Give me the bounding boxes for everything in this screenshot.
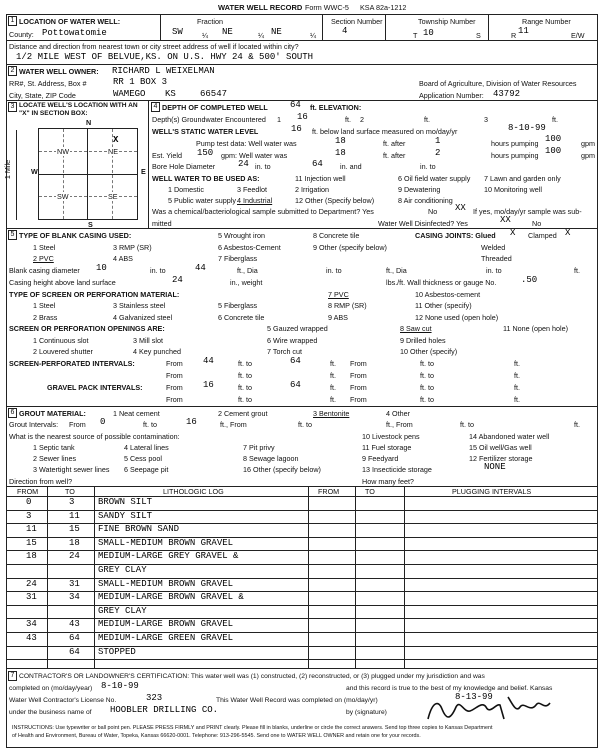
screen-option[interactable]: 8 RMP (SR) bbox=[328, 301, 367, 310]
gw3-index: 3 bbox=[484, 115, 488, 124]
casing-option[interactable]: 1 Steel bbox=[33, 243, 56, 252]
contam-option[interactable]: 8 Sewage lagoon bbox=[243, 454, 299, 463]
log-desc: STOPPED bbox=[98, 646, 136, 657]
screen-option[interactable]: 2 Brass bbox=[33, 313, 58, 322]
log-to: 18 bbox=[69, 537, 80, 548]
ft-unit: ft. bbox=[514, 359, 520, 368]
grout-intervals-label: Grout Intervals: bbox=[9, 420, 59, 429]
ft-from-label: ft., From bbox=[386, 420, 413, 429]
gpm-unit: gpm bbox=[581, 139, 595, 148]
gravel-from-value: 16 bbox=[203, 380, 214, 390]
from-label: From bbox=[166, 395, 183, 404]
ft-unit: ft. bbox=[330, 383, 336, 392]
ft-unit: ft. bbox=[514, 371, 520, 380]
mitted-label: mitted bbox=[152, 219, 172, 228]
use-option[interactable]: 3 Feedlot bbox=[237, 185, 267, 194]
opening-option[interactable]: 3 Mill slot bbox=[133, 336, 163, 345]
opening-option[interactable]: 9 Drilled holes bbox=[400, 336, 446, 345]
static-level-tail: ft. below land surface measured on mo/day/yr bbox=[312, 127, 458, 136]
ne-label: NE bbox=[108, 147, 118, 156]
gravel-pack-label: GRAVEL PACK INTERVALS: bbox=[47, 383, 143, 392]
welded-label: Welded bbox=[481, 243, 506, 252]
section-number-3: 3 bbox=[8, 102, 17, 112]
opening-option-selected[interactable]: 8 Saw cut bbox=[400, 324, 432, 333]
owner-label: WATER WELL OWNER: bbox=[19, 67, 99, 76]
in-to-label: in. to bbox=[326, 266, 342, 275]
ft-to-label: ft. to bbox=[238, 395, 252, 404]
signature bbox=[420, 693, 560, 723]
after-label: ft. after bbox=[383, 151, 406, 160]
log-to: 64 bbox=[69, 646, 80, 657]
groundwater-label: Depth(s) Groundwater Encountered bbox=[152, 115, 266, 124]
contam-option[interactable]: 9 Feedyard bbox=[362, 454, 399, 463]
ft-unit: ft. bbox=[330, 359, 336, 368]
fraction-2: NE bbox=[222, 27, 233, 37]
ft-unit: ft. bbox=[424, 115, 430, 124]
weight-label: in., weight bbox=[230, 278, 263, 287]
use-option[interactable]: 7 Lawn and garden only bbox=[484, 174, 561, 183]
distance-label: Distance and direction from nearest town or city street address of well if located within city? bbox=[9, 42, 299, 51]
from-label: From bbox=[166, 359, 183, 368]
west-label: W bbox=[31, 167, 38, 176]
log-desc: SANDY SILT bbox=[98, 510, 153, 521]
certification-line-2a: completed on (mo/day/year) bbox=[9, 685, 93, 692]
casing-height-value: 24 bbox=[172, 275, 183, 285]
how-many-feet-label: How many feet? bbox=[362, 477, 414, 486]
in-to-label: in. to bbox=[255, 162, 271, 171]
casing-option[interactable]: 4 ABS bbox=[113, 254, 133, 263]
use-option[interactable]: 8 Air conditioning bbox=[398, 196, 453, 205]
log-from: 43 bbox=[26, 633, 37, 643]
use-option[interactable]: 2 Irrigation bbox=[295, 185, 329, 194]
opening-option[interactable]: 11 None (open hole) bbox=[503, 324, 568, 333]
pump-well-water: 18 bbox=[335, 136, 346, 146]
log-desc: MEDIUM-LARGE BROWN GRAVEL & bbox=[98, 592, 244, 603]
casing-option[interactable]: 8 Concrete tile bbox=[313, 231, 360, 240]
grout-to-value: 16 bbox=[186, 417, 197, 427]
col-to: TO bbox=[65, 487, 75, 496]
gravel-to-value: 64 bbox=[290, 380, 301, 390]
certification-line-1: CONTRACTOR'S OR LANDOWNER'S CERTIFICATION: This water well was (1) constructed, (2) reconstructed, or (3) plugged under my jurisdiction and was bbox=[19, 673, 485, 680]
ft-unit: ft. bbox=[330, 395, 336, 404]
log-to: 24 bbox=[69, 551, 80, 562]
county-value: Pottowatomie bbox=[42, 28, 107, 38]
log-from: 31 bbox=[26, 592, 37, 603]
record-date: 8-13-99 bbox=[455, 692, 493, 702]
use-label: WELL WATER TO BE USED AS: bbox=[152, 174, 260, 183]
wall-thickness-label: lbs./ft. Wall thickness or gauge No. bbox=[386, 278, 497, 287]
form-title: WATER WELL RECORD bbox=[218, 3, 303, 12]
log-desc: FINE BROWN SAND bbox=[98, 524, 180, 535]
ft-unit: ft. bbox=[330, 371, 336, 380]
ft-to-label: ft. to bbox=[420, 383, 434, 392]
ft-to-label: ft. to bbox=[420, 395, 434, 404]
ft-to-label: ft. to bbox=[460, 420, 474, 429]
record-completed-label: This Water Well Record was completed on (mo/day/yr) bbox=[216, 697, 378, 704]
casing-option[interactable]: 9 Other (specify below) bbox=[313, 243, 387, 252]
ft-to-label: ft. to bbox=[298, 420, 312, 429]
casing-option-selected[interactable]: 2 PVC bbox=[33, 254, 54, 263]
gw1-index: 1 bbox=[277, 115, 281, 124]
signature-label: by (signature) bbox=[346, 709, 387, 716]
ft-unit: ft. bbox=[514, 395, 520, 404]
yield-hours: 2 bbox=[435, 148, 441, 158]
screen-option[interactable]: 5 Fiberglass bbox=[218, 301, 258, 310]
after-label: ft. after bbox=[383, 139, 406, 148]
screen-option[interactable]: 4 Galvanized steel bbox=[113, 313, 173, 322]
casing-joints-label: CASING JOINTS: Glued bbox=[415, 231, 496, 240]
section-grid[interactable] bbox=[38, 128, 138, 220]
pump-test-label: Pump test data: Well water was bbox=[196, 139, 297, 148]
fraction-1: SW bbox=[172, 27, 183, 37]
direction-label: Direction from well? bbox=[9, 477, 73, 486]
north-label: N bbox=[86, 118, 92, 127]
log-desc: MEDIUM-LARGE BROWN GRAVEL bbox=[98, 619, 234, 630]
groundwater-1: 16 bbox=[297, 112, 308, 122]
log-desc: BROWN SILT bbox=[98, 497, 153, 507]
diameter-value: 10 bbox=[96, 263, 107, 273]
se-label: SE bbox=[108, 192, 118, 201]
hours-pumping-label: hours pumping bbox=[491, 139, 539, 148]
ft-unit: ft. bbox=[345, 115, 351, 124]
log-from: 18 bbox=[26, 551, 37, 562]
from-label: From bbox=[350, 371, 367, 380]
ft-to-label: ft. to bbox=[238, 371, 252, 380]
bore-label: Bore Hole Diameter bbox=[152, 162, 216, 171]
clamped-label: Clamped bbox=[528, 231, 557, 240]
and-label: in. and bbox=[340, 162, 362, 171]
log-from: 0 bbox=[26, 497, 32, 507]
opening-option[interactable]: 5 Gauzed wrapped bbox=[267, 324, 328, 333]
contam-option[interactable]: 15 Oil well/Gas well bbox=[469, 443, 532, 452]
log-to: 11 bbox=[69, 510, 80, 521]
location-label: LOCATION OF WATER WELL: bbox=[19, 17, 121, 26]
pump-hours: 1 bbox=[435, 136, 441, 146]
casing-option[interactable]: 3 RMP (SR) bbox=[113, 243, 152, 252]
gauge-value: .50 bbox=[521, 275, 538, 285]
contam-option[interactable]: 12 Fertilizer storage bbox=[469, 454, 533, 463]
contam-option[interactable]: 3 Watertight sewer lines bbox=[33, 465, 110, 474]
log-from: 15 bbox=[26, 537, 37, 548]
section-number-1: 1 bbox=[8, 16, 17, 26]
city-value: WAMEGO bbox=[113, 89, 146, 99]
screen-option[interactable]: 3 Stainless steel bbox=[113, 301, 166, 310]
contam-option[interactable]: 6 Seepage pit bbox=[124, 465, 169, 474]
range-label: Range Number bbox=[522, 17, 571, 26]
ft-to-label: ft. to bbox=[238, 359, 252, 368]
casing-option[interactable]: 7 Fiberglass bbox=[218, 254, 258, 263]
log-desc: MEDIUM-LARGE GREY GRAVEL & bbox=[98, 551, 239, 562]
grout-label: GROUT MATERIAL: bbox=[19, 409, 86, 418]
use-option[interactable]: 9 Dewatering bbox=[398, 185, 441, 194]
address-label: RR#, St. Address, Box # bbox=[9, 79, 87, 88]
log-to: 64 bbox=[69, 633, 80, 643]
chem-sample-label: Was a chemical/bacteriological sample submitted to Department? Yes bbox=[152, 207, 374, 216]
glued-mark: X bbox=[510, 228, 516, 238]
section-number-2: 2 bbox=[8, 66, 17, 76]
quarter-mark: ¼ bbox=[202, 31, 208, 40]
county-label: County: bbox=[9, 30, 34, 39]
ft-to-label: ft. to bbox=[143, 420, 157, 429]
ft-from-label: ft., From bbox=[220, 420, 247, 429]
yield-label: Est. Yield bbox=[152, 151, 182, 160]
col-to-2: TO bbox=[365, 487, 375, 496]
from-label: From bbox=[166, 371, 183, 380]
use-option[interactable]: 10 Monitoring well bbox=[484, 185, 542, 194]
opening-option[interactable]: 7 Torch cut bbox=[267, 347, 303, 356]
col-plugging: PLUGGING INTERVALS bbox=[452, 487, 532, 496]
application-value: 43792 bbox=[493, 89, 521, 99]
section-number-7: 7 bbox=[8, 671, 17, 681]
static-level-label: WELL'S STATIC WATER LEVEL bbox=[152, 127, 259, 136]
contam-option[interactable]: 11 Fuel storage bbox=[362, 443, 412, 452]
yield-well-water: 18 bbox=[335, 148, 346, 158]
screen-option[interactable]: 12 None used (open hole) bbox=[415, 313, 499, 322]
license-value: 323 bbox=[146, 693, 163, 703]
elevation-label: ft. ELEVATION: bbox=[310, 103, 362, 112]
ft-unit: ft. bbox=[574, 420, 580, 429]
yield-gpm: 100 bbox=[545, 146, 562, 156]
ft-unit: ft. bbox=[514, 383, 520, 392]
owner-value: RICHARD L WEIXELMAN bbox=[112, 66, 215, 76]
grout-option-selected[interactable]: 3 Bentonite bbox=[313, 409, 350, 418]
log-from: 3 bbox=[26, 510, 32, 521]
clamped-mark: X bbox=[565, 228, 571, 238]
city-label: City, State, ZIP Code bbox=[9, 91, 76, 100]
use-option[interactable]: 12 Other (Specify below) bbox=[295, 196, 375, 205]
township-label: Township Number bbox=[418, 17, 476, 26]
screen-option[interactable]: 9 ABS bbox=[328, 313, 348, 322]
use-option[interactable]: 5 Public water supply bbox=[168, 196, 236, 205]
opening-option[interactable]: 2 Louvered shutter bbox=[33, 347, 93, 356]
ft-dia-label: ft., Dia bbox=[386, 266, 407, 275]
log-to: 31 bbox=[69, 578, 80, 589]
contam-option[interactable]: 13 Insecticide storage bbox=[362, 465, 432, 474]
section-number-5: 5 bbox=[8, 230, 17, 240]
log-desc: MEDIUM-LARGE GREEN GRAVEL bbox=[98, 633, 234, 643]
openings-label: SCREEN OR PERFORATION OPENINGS ARE: bbox=[9, 324, 165, 333]
license-label: Water Well Contractor's License No. bbox=[9, 697, 117, 704]
disinfect-yes-mark: XX bbox=[500, 215, 511, 225]
contam-option[interactable]: 1 Septic tank bbox=[33, 443, 75, 452]
screen-material-label: TYPE OF SCREEN OR PERFORATION MATERIAL: bbox=[9, 290, 180, 299]
fraction-label: Fraction bbox=[197, 17, 223, 26]
depth-value: 64 bbox=[290, 100, 301, 110]
certification-line-2b: and this record is true to the best of my knowledge and belief. Kansas bbox=[346, 685, 553, 692]
ft-to-label: ft. to bbox=[238, 383, 252, 392]
threaded-label: Threaded bbox=[481, 254, 512, 263]
log-to: 43 bbox=[69, 619, 80, 630]
col-lithologic-log: LITHOLOGIC LOG bbox=[163, 487, 224, 496]
yield-value: 150 bbox=[197, 148, 214, 158]
col-from: FROM bbox=[17, 487, 39, 496]
address-value: RR 1 BOX 3 bbox=[113, 77, 168, 87]
zip-value: 66547 bbox=[200, 89, 228, 99]
instructions-line-2: of Health and Environment, Bureau of Water, Topeka, Kansas 66620-0001. Telephone: 913-296-5545. Send one to WATER WELL OWNER and retain one for your records. bbox=[12, 733, 421, 739]
ft-dia-label: ft., Dia bbox=[237, 266, 258, 275]
screen-option[interactable]: 10 Asbestos-cement bbox=[415, 290, 481, 299]
business-label: under the business name of bbox=[9, 709, 92, 716]
from-label: From bbox=[350, 359, 367, 368]
contam-option[interactable]: 4 Lateral lines bbox=[124, 443, 169, 452]
log-from: 11 bbox=[26, 524, 37, 535]
township-value: 10 bbox=[423, 28, 434, 38]
contam-option[interactable]: 2 Sewer lines bbox=[33, 454, 77, 463]
log-desc: GREY CLAY bbox=[98, 605, 147, 616]
pump-gpm: 100 bbox=[545, 134, 562, 144]
grout-option[interactable]: 4 Other bbox=[386, 409, 410, 418]
fraction-3: NE bbox=[271, 27, 282, 37]
log-desc: GREY CLAY bbox=[98, 565, 147, 575]
use-option[interactable]: 6 Oil field water supply bbox=[398, 174, 471, 183]
log-to: 15 bbox=[69, 524, 80, 535]
contamination-label: What is the nearest source of possible contamination: bbox=[9, 432, 180, 441]
casing-option[interactable]: 6 Asbestos-Cement bbox=[218, 243, 281, 252]
col-from-2: FROM bbox=[318, 487, 340, 496]
log-from: 34 bbox=[26, 619, 37, 630]
opening-option[interactable]: 4 Key punched bbox=[133, 347, 181, 356]
log-desc: SMALL-MEDIUM BROWN GRAVEL bbox=[98, 578, 234, 589]
township-suffix: S bbox=[476, 31, 481, 40]
contam-option[interactable]: 16 Other (specify below) bbox=[243, 465, 321, 474]
bore-value: 24 bbox=[238, 159, 249, 169]
casing-option[interactable]: 5 Wrought iron bbox=[218, 231, 266, 240]
screen-option[interactable]: 1 Steel bbox=[33, 301, 56, 310]
contam-option[interactable]: 7 Pit privy bbox=[243, 443, 275, 452]
ksa-number: KSA 82a-1212 bbox=[360, 3, 407, 12]
yield-tail: gpm: Well water was bbox=[221, 151, 288, 160]
screen-intervals-label: SCREEN-PERFORATED INTERVALS: bbox=[9, 359, 135, 368]
contam-option[interactable]: 5 Cess pool bbox=[124, 454, 162, 463]
ft-unit: ft. bbox=[552, 115, 558, 124]
range-suffix: E/W bbox=[571, 31, 585, 40]
range-value: 11 bbox=[518, 26, 529, 36]
log-to: 3 bbox=[69, 497, 75, 507]
grout-option[interactable]: 2 Cement grout bbox=[218, 409, 268, 418]
section-number-4: 4 bbox=[151, 102, 160, 112]
screen-option-selected[interactable]: 7 PVC bbox=[328, 290, 349, 299]
contam-option[interactable]: 10 Livestock pens bbox=[362, 432, 420, 441]
use-option-selected[interactable]: 4 Industrial bbox=[237, 196, 273, 205]
from-label: From bbox=[350, 383, 367, 392]
form-number: Form WWC-5 bbox=[305, 3, 349, 12]
state-value: KS bbox=[165, 89, 176, 99]
from-label: From bbox=[69, 420, 86, 429]
distance-value: 1/2 MILE WEST OF BELVUE,KS. ON U.S. HWY 24 & 500' SOUTH bbox=[16, 52, 314, 62]
instructions-line-1: INSTRUCTIONS: Use typewriter or ball point pen. PLEASE PRESS FIRMLY and PRINT clearly. Please fill in blanks, underline or circle the correct answers. Send top three copies to Kansas Department bbox=[12, 725, 493, 731]
hours-pumping-label: hours pumping bbox=[491, 151, 539, 160]
screen-option[interactable]: 11 Other (specify) bbox=[415, 301, 472, 310]
quarter-mark: ¼ bbox=[310, 31, 316, 40]
depth-label: DEPTH OF COMPLETED WELL bbox=[162, 103, 268, 112]
log-from: 24 bbox=[26, 578, 37, 589]
grout-option[interactable]: 1 Neat cement bbox=[113, 409, 160, 418]
disinfect-label: Water Well Disinfected? Yes bbox=[378, 219, 468, 228]
in-to-label: in. to bbox=[420, 162, 436, 171]
south-label: S bbox=[88, 220, 93, 229]
casing-height-label: Casing height above land surface bbox=[9, 278, 116, 287]
grout-from-value: 0 bbox=[100, 417, 106, 427]
casing-label: TYPE OF BLANK CASING USED: bbox=[19, 231, 132, 240]
completed-date: 8-10-99 bbox=[101, 681, 139, 691]
well-location-mark: X bbox=[113, 135, 119, 145]
gw2-index: 2 bbox=[360, 115, 364, 124]
board-label: Board of Agriculture, Division of Water Resources bbox=[419, 79, 577, 88]
opening-option[interactable]: 6 Wire wrapped bbox=[267, 336, 318, 345]
disinfect-no-label: No bbox=[532, 219, 542, 228]
bore-to-value: 64 bbox=[312, 159, 323, 169]
in-to-label: in. to bbox=[486, 266, 502, 275]
section-number-label: Section Number bbox=[331, 17, 383, 26]
diameter-to-value: 44 bbox=[195, 263, 206, 273]
from-label: From bbox=[350, 395, 367, 404]
section-number-6: 6 bbox=[8, 408, 17, 418]
log-desc: SMALL-MEDIUM BROWN GRAVEL bbox=[98, 537, 234, 548]
in-to-label: in. to bbox=[150, 266, 166, 275]
static-date: 8-10-99 bbox=[508, 123, 546, 133]
screen-to-value: 64 bbox=[290, 356, 301, 366]
range-prefix: R bbox=[511, 31, 517, 40]
township-prefix: T bbox=[413, 31, 418, 40]
ft-unit: ft. bbox=[574, 266, 580, 275]
screen-from-value: 44 bbox=[203, 356, 214, 366]
chem-tail: If yes, mo/day/yr sample was sub- bbox=[473, 207, 582, 216]
contam-other-value: NONE bbox=[484, 462, 506, 472]
log-to: 34 bbox=[69, 592, 80, 603]
quarter-mark: ¼ bbox=[258, 31, 264, 40]
sw-label: SW bbox=[57, 192, 69, 201]
ft-to-label: ft. to bbox=[420, 371, 434, 380]
use-option[interactable]: 1 Domestic bbox=[168, 185, 204, 194]
application-label: Application Number: bbox=[419, 91, 484, 100]
nw-label: NW bbox=[57, 147, 69, 156]
from-label: From bbox=[166, 383, 183, 392]
locate-label: LOCATE WELL'S LOCATION WITH AN "X" IN SECTION BOX: bbox=[19, 102, 138, 117]
opening-option[interactable]: 1 Continuous slot bbox=[33, 336, 89, 345]
chem-no-mark: XX bbox=[455, 203, 466, 213]
contam-option[interactable]: 14 Abandoned water well bbox=[469, 432, 550, 441]
mile-label: 1 Mile bbox=[3, 159, 13, 180]
gpm-unit: gpm bbox=[581, 151, 595, 160]
use-option[interactable]: 11 Injection well bbox=[295, 174, 346, 183]
ft-to-label: ft. to bbox=[420, 359, 434, 368]
diameter-label: Blank casing diameter bbox=[9, 266, 80, 275]
static-level-value: 16 bbox=[291, 124, 302, 134]
log-rows bbox=[6, 496, 597, 668]
chem-no-label: No bbox=[428, 207, 438, 216]
screen-option[interactable]: 6 Concrete tile bbox=[218, 313, 265, 322]
business-name: HOOBLER DRILLING CO. bbox=[110, 705, 219, 715]
opening-option[interactable]: 10 Other (specify) bbox=[400, 347, 458, 356]
section-number-value: 4 bbox=[342, 26, 348, 36]
east-label: E bbox=[141, 167, 146, 176]
